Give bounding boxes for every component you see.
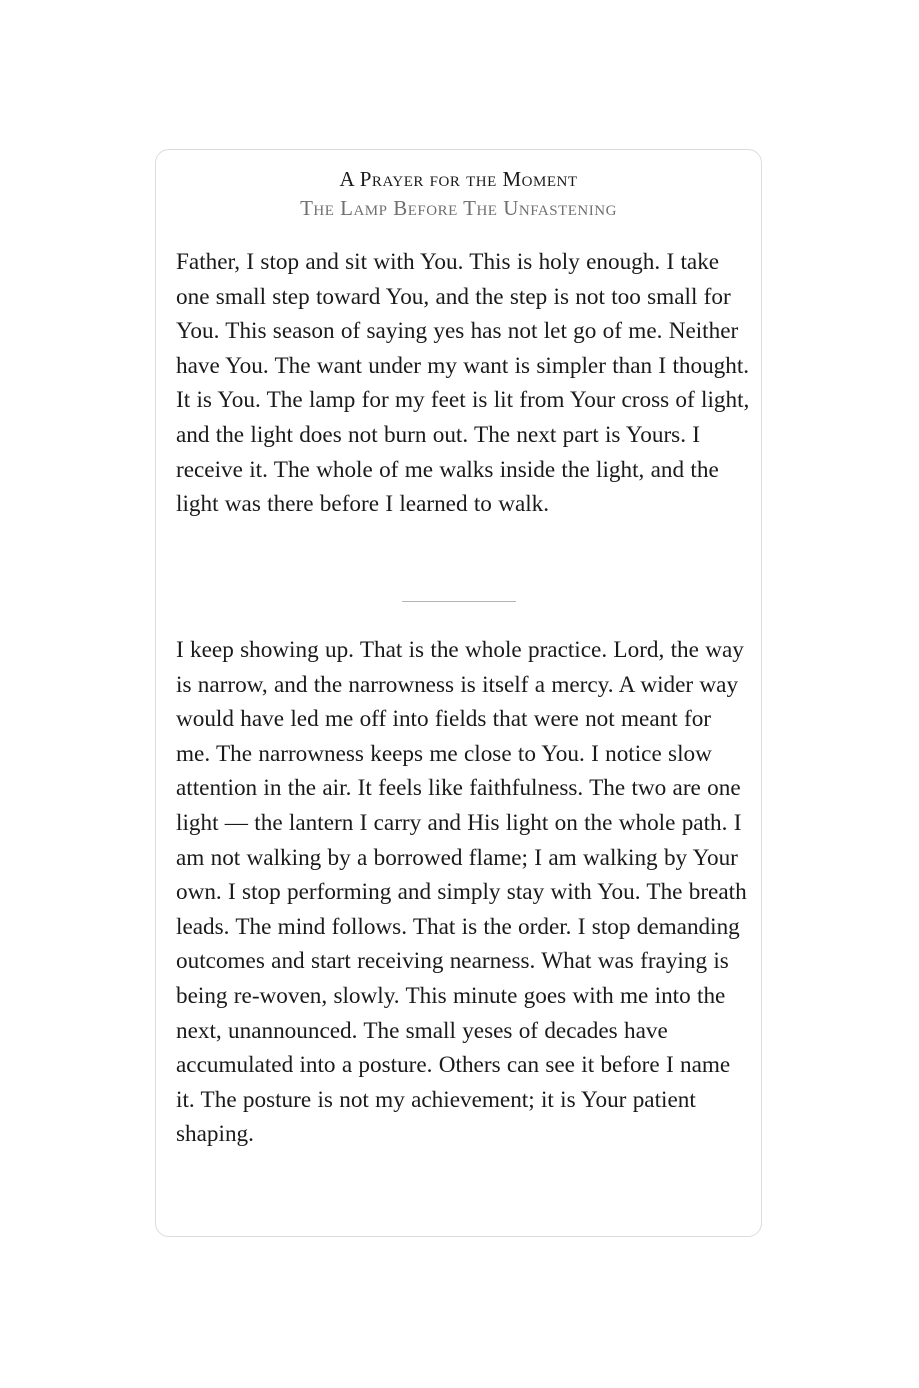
section-divider — [402, 601, 516, 602]
prayer-subtitle: The Lamp Before The Unfastening — [300, 196, 617, 220]
prayer-paragraph-2: I keep showing up. That is the whole practice. Lord, the way is narrow, and the narrowness is itself a mercy. A wider way would have led me off into fields that were not meant for me. The narrowness keeps me close to You. I notice slow attention in the air. It feels like faithfulness. The two are one light — the lantern I carry and His light on the whole path. I am not walking by a borrowed flame; I am walking by Your own. I stop performing and simply stay with You. The breath leads. The mind follows. That is the order. I stop demanding outcomes and start receiving nearness. What was fraying is being re-woven, slowly. This minute goes with me into the next, unannounced. The small yeses of decades have accumulated into a posture. Others can see it before I name it. The posture is not my achievement; it is Your patient shaping. — [176, 637, 747, 1148]
prayer-paragraph-1: Father, I stop and sit with You. This is holy enough. I take one small step toward You, and the step is not too small for You. This season of saying yes has not let go of me. Neither have You. The want under my want is simpler than I thought. It is You. The lamp for my feet is lit from Your cross of light, and the light does not burn out. The next part is Yours. I receive it. The whole of me walks inside the light, and the light was there before I learned to walk. — [176, 249, 750, 518]
prayer-title: A Prayer for the Moment — [339, 167, 578, 191]
prayer-card — [155, 149, 762, 1237]
